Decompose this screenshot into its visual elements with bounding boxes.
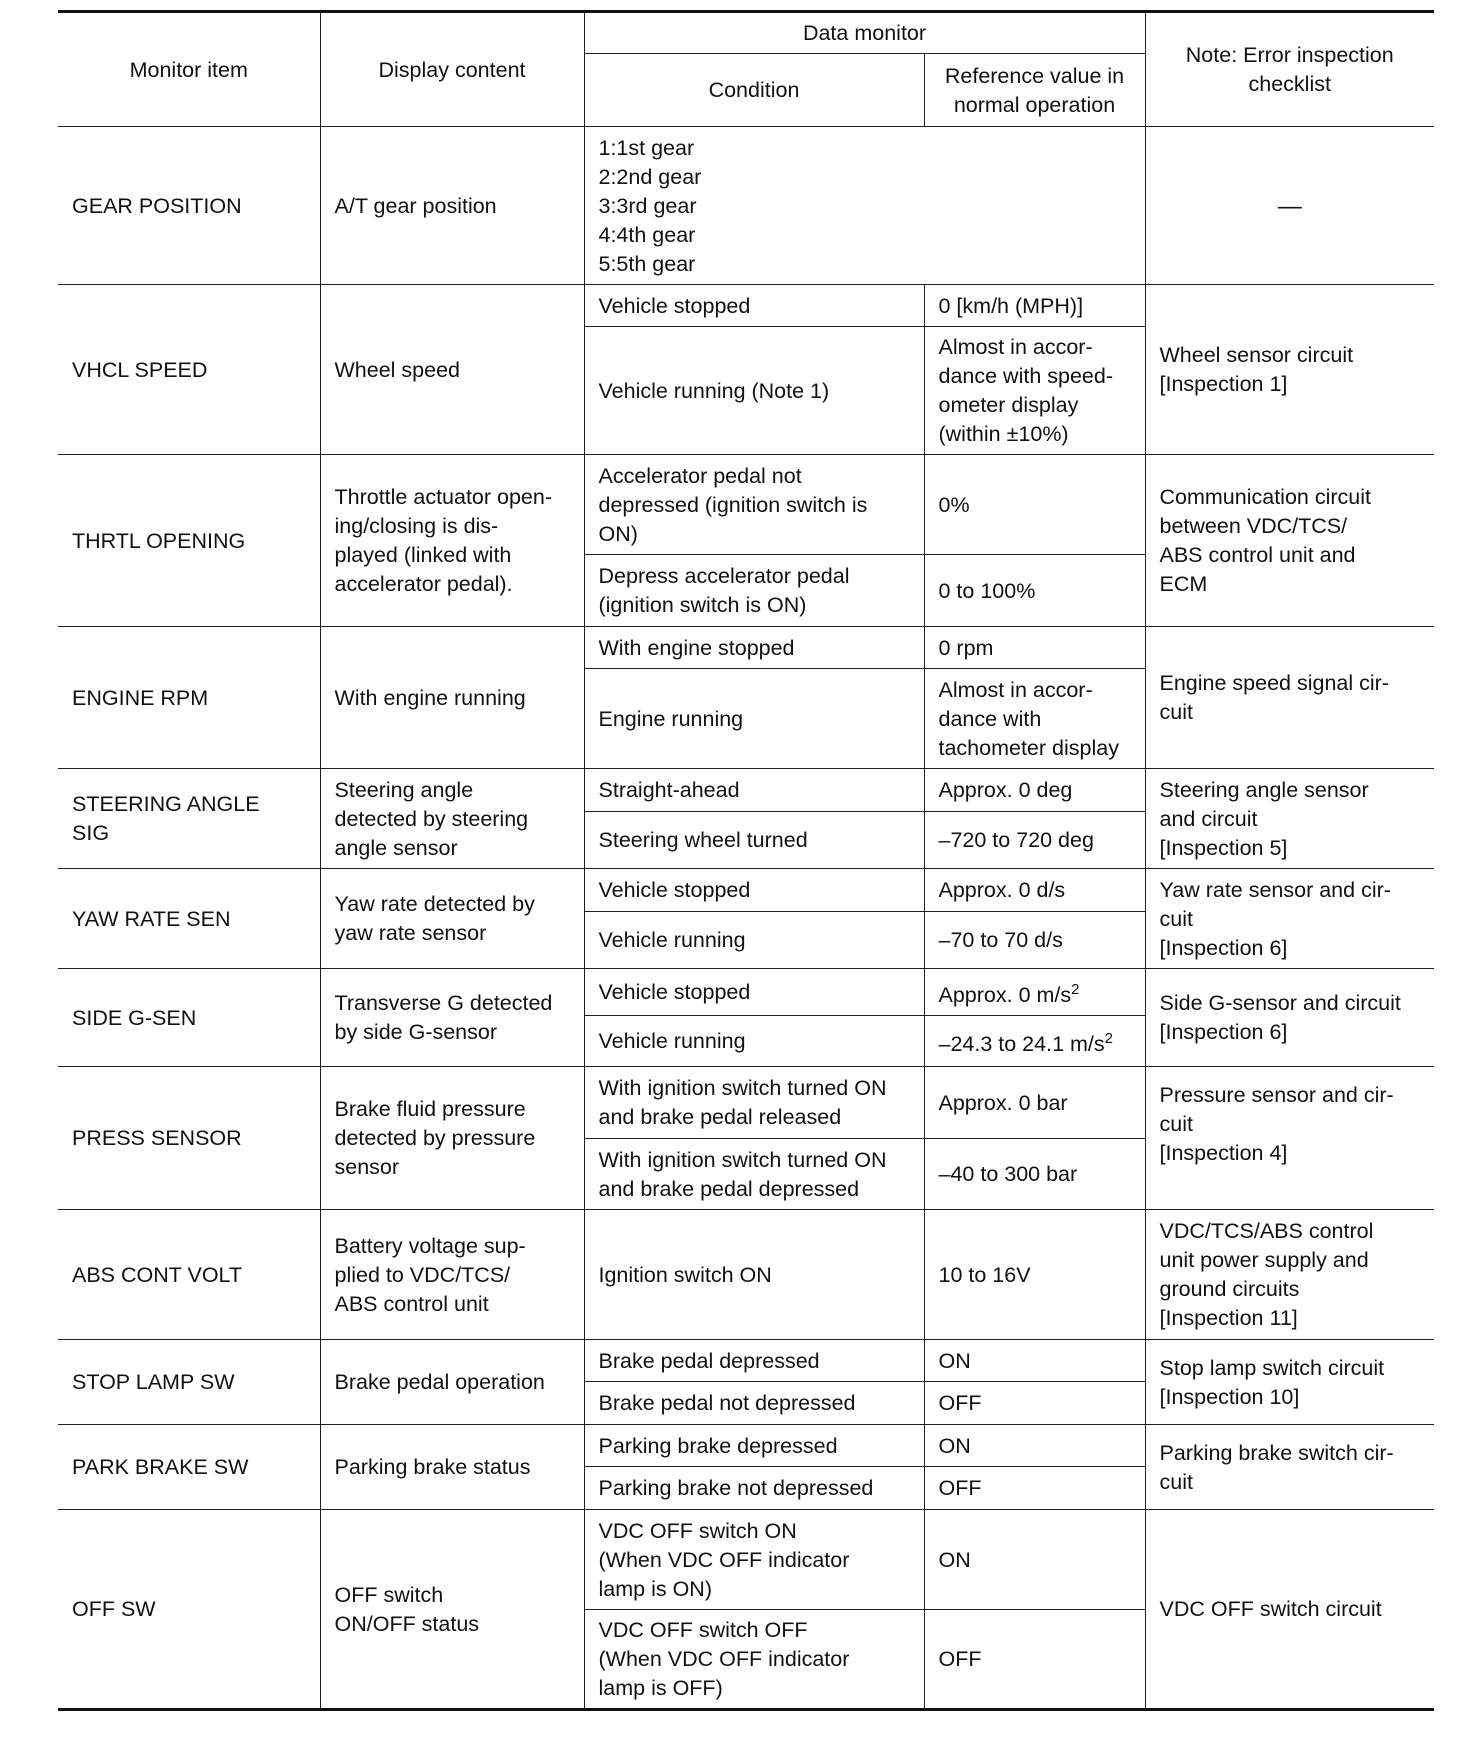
display-content: OFF switch ON/OFF status [320, 1510, 584, 1710]
display-content: A/T gear position [320, 127, 584, 285]
table-row [58, 1510, 1434, 1610]
condition: Ignition switch ON [584, 1210, 924, 1340]
monitor-item: GEAR POSITION [58, 127, 320, 285]
note: Wheel sensor circuit [Inspection 1] [1145, 285, 1434, 455]
display-content: Battery voltage sup- plied to VDC/TCS/ ABS control unit [320, 1210, 584, 1340]
display-content: Brake pedal operation [320, 1340, 584, 1425]
reference-value: Approx. 0 bar [924, 1067, 1145, 1139]
table-row [58, 769, 1434, 812]
condition: Parking brake not depressed [584, 1467, 924, 1510]
reference-value: 0 [km/h (MPH)] [924, 285, 1145, 327]
header-display-content: Display content [320, 12, 584, 127]
table-row [58, 285, 1434, 327]
monitor-item: VHCL SPEED [58, 285, 320, 455]
monitor-item: ABS CONT VOLT [58, 1210, 320, 1340]
table-row [58, 627, 1434, 669]
condition: Brake pedal not depressed [584, 1382, 924, 1425]
reference-value: OFF [924, 1610, 1145, 1710]
header-monitor-item: Monitor item [58, 12, 320, 127]
table-row [58, 455, 1434, 555]
condition: Brake pedal depressed [584, 1340, 924, 1382]
note: Communication circuit between VDC/TCS/ ABS control unit and ECM [1145, 455, 1434, 627]
condition: With engine stopped [584, 627, 924, 669]
reference-value-text: Approx. 0 m/s [938, 983, 1072, 1008]
data-monitor-table [58, 10, 1434, 1711]
note: VDC/TCS/ABS control unit power supply and ground circuits [Inspection 11] [1145, 1210, 1434, 1340]
display-content: Transverse G detected by side G-sensor [320, 969, 584, 1067]
condition: Vehicle stopped [584, 869, 924, 912]
note: VDC OFF switch circuit [1145, 1510, 1434, 1710]
reference-value: OFF [924, 1382, 1145, 1425]
condition: Engine running [584, 669, 924, 769]
data-monitor-page [58, 10, 1434, 1711]
monitor-item: THRTL OPENING [58, 455, 320, 627]
condition: Accelerator pedal not depressed (ignition switch is ON) [584, 455, 924, 555]
reference-value: Almost in accor- dance with tachometer display [924, 669, 1145, 769]
condition: 1:1st gear 2:2nd gear 3:3rd gear 4:4th gear 5:5th gear [584, 127, 1145, 285]
note: Yaw rate sensor and cir- cuit [Inspection 6] [1145, 869, 1434, 969]
condition: Vehicle stopped [584, 285, 924, 327]
reference-value: ON [924, 1425, 1145, 1467]
reference-value: ON [924, 1340, 1145, 1382]
table-row [58, 1425, 1434, 1467]
reference-value: –720 to 720 deg [924, 812, 1145, 869]
note: Parking brake switch cir- cuit [1145, 1425, 1434, 1510]
reference-value-text: –24.3 to 24.1 m/s [938, 1032, 1105, 1057]
header-condition: Condition [584, 54, 924, 127]
table-row [58, 127, 1434, 285]
monitor-item: STOP LAMP SW [58, 1340, 320, 1425]
display-content: Brake fluid pressure detected by pressure sensor [320, 1067, 584, 1210]
condition: Steering wheel turned [584, 812, 924, 869]
display-content: Yaw rate detected by yaw rate sensor [320, 869, 584, 969]
reference-value: Approx. 0 d/s [924, 869, 1145, 912]
condition: Vehicle stopped [584, 969, 924, 1016]
header-note: Note: Error inspection checklist [1145, 12, 1434, 127]
condition: Depress accelerator pedal (ignition switch is ON) [584, 555, 924, 627]
display-content: Parking brake status [320, 1425, 584, 1510]
condition: Vehicle running (Note 1) [584, 327, 924, 455]
reference-value: Almost in accor- dance with speed- ometer display (within ±10%) [924, 327, 1145, 455]
header-data-monitor: Data monitor [584, 12, 1145, 54]
condition: Vehicle running [584, 1016, 924, 1067]
header-row [58, 12, 1434, 54]
table-row [58, 969, 1434, 1016]
reference-value: 0 rpm [924, 627, 1145, 669]
display-content: Wheel speed [320, 285, 584, 455]
monitor-item: SIDE G-SEN [58, 969, 320, 1067]
condition: With ignition switch turned ON and brake pedal released [584, 1067, 924, 1139]
note: Pressure sensor and cir- cuit [Inspection 4] [1145, 1067, 1434, 1210]
exponent: 2 [1071, 981, 1080, 998]
note: Engine speed signal cir- cuit [1145, 627, 1434, 769]
condition: Straight-ahead [584, 769, 924, 812]
reference-value [924, 969, 1145, 1016]
monitor-item: ENGINE RPM [58, 627, 320, 769]
condition: VDC OFF switch ON (When VDC OFF indicator lamp is ON) [584, 1510, 924, 1610]
display-content: Throttle actuator open- ing/closing is dis- played (linked with accelerator pedal). [320, 455, 584, 627]
note: Stop lamp switch circuit [Inspection 10] [1145, 1340, 1434, 1425]
table-row [58, 1067, 1434, 1139]
monitor-item: PRESS SENSOR [58, 1067, 320, 1210]
reference-value: 0 to 100% [924, 555, 1145, 627]
table-row [58, 869, 1434, 912]
reference-value [924, 1016, 1145, 1067]
condition: Parking brake depressed [584, 1425, 924, 1467]
note: — [1145, 127, 1434, 285]
table-row [58, 1340, 1434, 1382]
note: Steering angle sensor and circuit [Inspection 5] [1145, 769, 1434, 869]
condition: With ignition switch turned ON and brake pedal depressed [584, 1139, 924, 1210]
reference-value: –40 to 300 bar [924, 1139, 1145, 1210]
condition: Vehicle running [584, 912, 924, 969]
exponent: 2 [1104, 1030, 1113, 1048]
reference-value: Approx. 0 deg [924, 769, 1145, 812]
monitor-item: PARK BRAKE SW [58, 1425, 320, 1510]
header-reference-value: Reference value in normal operation [924, 54, 1145, 127]
note: Side G-sensor and circuit [Inspection 6] [1145, 969, 1434, 1067]
display-content: Steering angle detected by steering angle sensor [320, 769, 584, 869]
table-row [58, 1210, 1434, 1340]
reference-value: ON [924, 1510, 1145, 1610]
monitor-item: OFF SW [58, 1510, 320, 1710]
table-header [58, 12, 1434, 127]
reference-value: OFF [924, 1467, 1145, 1510]
reference-value: 10 to 16V [924, 1210, 1145, 1340]
monitor-item: STEERING ANGLE SIG [58, 769, 320, 869]
display-content: With engine running [320, 627, 584, 769]
condition: VDC OFF switch OFF (When VDC OFF indicator lamp is OFF) [584, 1610, 924, 1710]
reference-value: 0% [924, 455, 1145, 555]
monitor-item: YAW RATE SEN [58, 869, 320, 969]
reference-value: –70 to 70 d/s [924, 912, 1145, 969]
